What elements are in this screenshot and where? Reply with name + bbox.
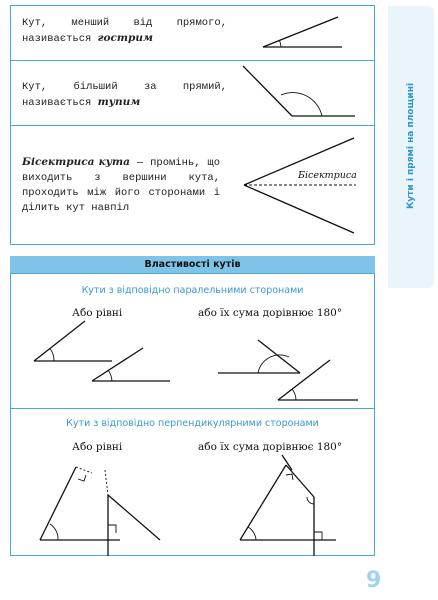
obtuse-text: Кут, більший за прямий, називається: [22, 81, 227, 109]
properties-title: Властивості кутів: [10, 256, 375, 273]
parallel-title: Кути з відповідно паралельними сторонами: [81, 285, 304, 296]
bisector-term: Бісектриса кута: [22, 156, 130, 168]
bisector-angle-figure: [244, 138, 356, 233]
parallel-right-label: або їх сума дорівнює 180°: [198, 307, 343, 319]
parallel-equal-figure: [34, 321, 170, 381]
acute-term: гострим: [97, 32, 153, 44]
obtuse-term: тупим: [97, 96, 141, 108]
perpendicular-title: Кути з відповідно перпендикулярними сторонами: [66, 418, 319, 429]
acute-angle-figure: [263, 17, 342, 47]
perpendicular-left-label: Або рівні: [72, 441, 123, 453]
bisector-figure-label: Бісектриса: [298, 170, 357, 181]
parallel-supplementary-figure: [218, 340, 358, 400]
perpendicular-equal-figure: [40, 467, 160, 556]
bisector-text: — промінь, що виходить з вершини кута, проходить між його сторонами і ділить кут навпіл: [22, 157, 220, 214]
perpendicular-supplementary-figure: [240, 455, 336, 556]
perpendicular-right-label: або їх сума дорівнює 180°: [198, 441, 343, 453]
side-tab-label: Кути і прямі на площині: [406, 82, 416, 210]
page-number: 9: [366, 568, 382, 593]
acute-text: Кут, менший від прямого, називається: [22, 17, 227, 45]
obtuse-angle-figure: [243, 66, 355, 116]
parallel-left-label: Або рівні: [72, 307, 123, 319]
